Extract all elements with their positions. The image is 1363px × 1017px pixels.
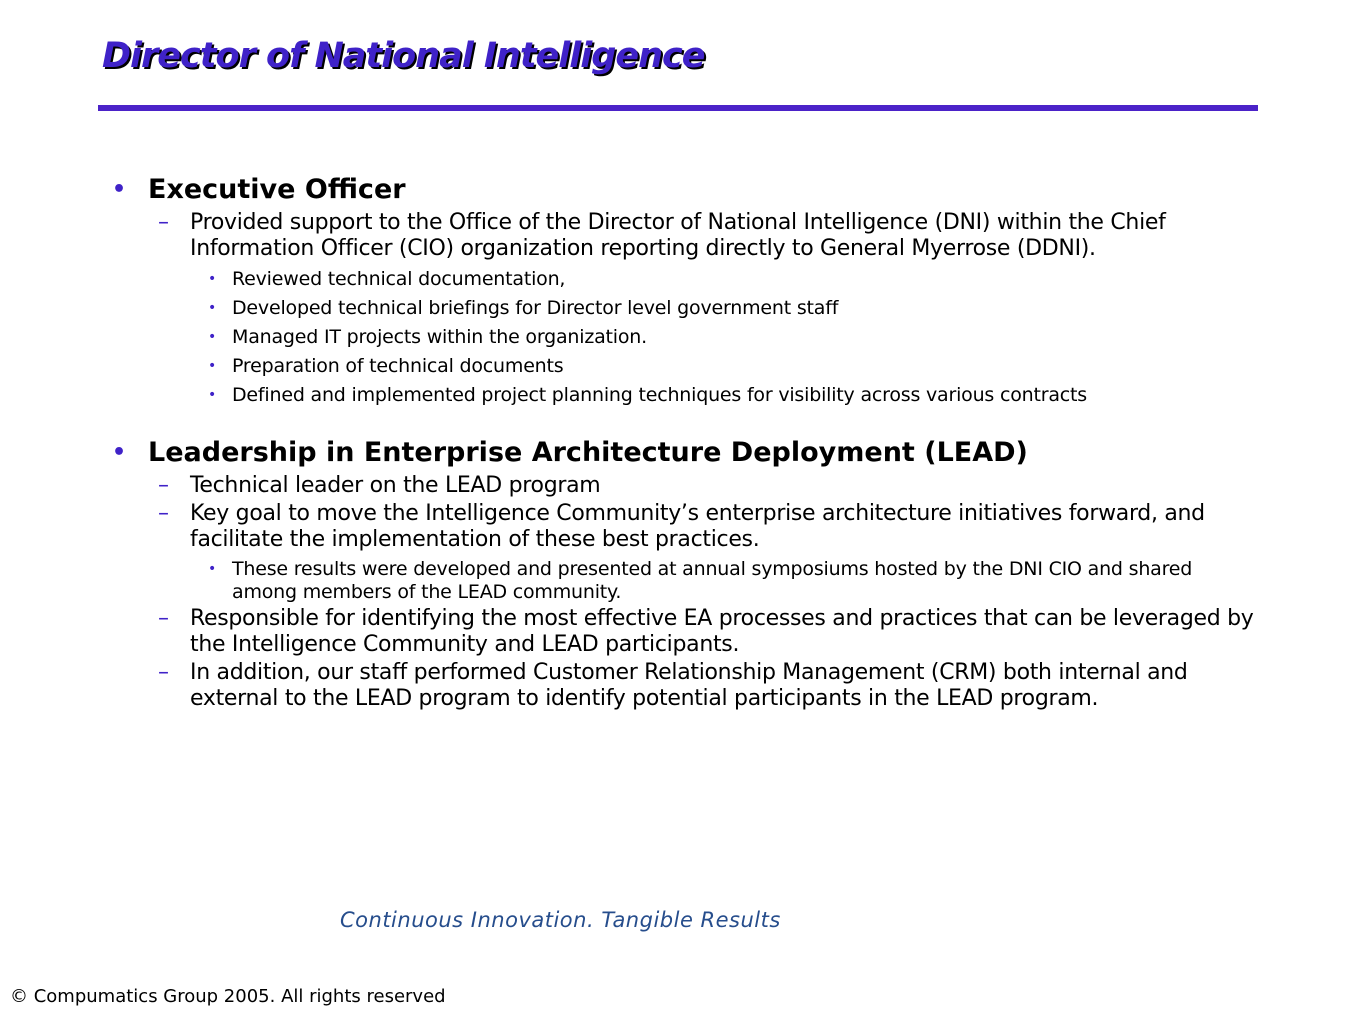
sub-list-item-text: These results were developed and presented at annual symposiums hosted by the DNI CIO and shared among members of the LEAD community. (232, 558, 1193, 603)
bullet-icon: • (208, 561, 217, 577)
sub-list-item-text: Developed technical briefings for Director level government staff (232, 297, 839, 319)
list-item (112, 501, 1262, 553)
bullet-icon: • (112, 440, 127, 465)
copyright-notice: © Compumatics Group 2005. All rights reserved (10, 986, 446, 1007)
bullet-icon: • (208, 358, 217, 374)
list-item (112, 210, 1262, 262)
bullet-icon: • (208, 271, 217, 287)
list-item-text: Technical leader on the LEAD program (190, 473, 601, 498)
list-item (112, 660, 1262, 712)
sub-list-item (112, 558, 1262, 604)
sub-list-item (112, 296, 1262, 320)
section-lead (112, 435, 1262, 712)
sub-list-item (112, 354, 1262, 378)
list-item (112, 606, 1262, 658)
section-executive-officer (112, 172, 1262, 407)
slide-title: Director of National Intelligence (102, 36, 705, 76)
dash-icon: – (158, 660, 169, 685)
list-item-text: In addition, our staff performed Customer Relationship Management (CRM) both internal and external to the LEAD program to identify potential participants in the LEAD program. (190, 660, 1188, 711)
sub-list-item-text: Preparation of technical documents (232, 355, 564, 377)
bullet-icon: • (208, 387, 217, 403)
tagline: Continuous Innovation. Tangible Results (340, 908, 781, 932)
title-underline (98, 105, 1258, 111)
sub-list-item-text: Managed IT projects within the organization. (232, 326, 647, 348)
slide-body (112, 172, 1262, 712)
sub-list-item (112, 325, 1262, 349)
section-heading (112, 172, 1262, 208)
section-heading-text: Executive Officer (148, 174, 406, 205)
sub-list-item (112, 383, 1262, 407)
bullet-icon: • (208, 329, 217, 345)
dash-icon: – (158, 501, 169, 526)
list-item-text: Provided support to the Office of the Director of National Intelligence (DNI) within the Chief Information Officer (CIO) organization reporting directly to General Myerrose (DDNI). (190, 210, 1166, 261)
sub-list-item-text: Reviewed technical documentation, (232, 268, 566, 290)
section-heading (112, 435, 1262, 471)
dash-icon: – (158, 606, 169, 631)
dash-icon: – (158, 473, 169, 498)
bullet-icon: • (112, 177, 127, 202)
section-heading-text: Leadership in Enterprise Architecture Deployment (LEAD) (148, 437, 1028, 468)
list-item (112, 473, 1262, 499)
sub-list-item-text: Defined and implemented project planning techniques for visibility across various contracts (232, 384, 1087, 406)
list-item-text: Key goal to move the Intelligence Community’s enterprise architecture initiatives forward, and facilitate the implementation of these best practices. (190, 501, 1205, 552)
list-item-text: Responsible for identifying the most effective EA processes and practices that can be leveraged by the Intelligence Community and LEAD participants. (190, 606, 1254, 657)
bullet-icon: • (208, 300, 217, 316)
sub-list-item (112, 267, 1262, 291)
dash-icon: – (158, 210, 169, 235)
